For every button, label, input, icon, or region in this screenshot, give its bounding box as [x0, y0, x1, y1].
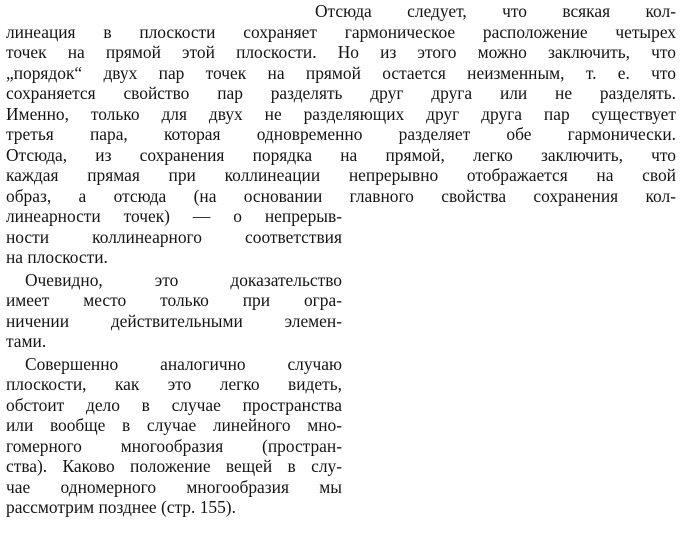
text-line: Именно, только для двух не разделяющих друг друга пар существует: [6, 103, 676, 124]
text-line: ности коллинеарного соответствия: [6, 226, 342, 247]
text-line: обстоит дело в случае пространства: [6, 394, 342, 415]
text-line: Совершенно аналогично случаю: [25, 353, 342, 374]
text-line: ства). Каково положение вещей в слу-: [6, 456, 342, 476]
text-line: третья пара, которая одновременно разделяет обе гармонически.: [6, 124, 676, 144]
text-line: Отсюда, из сохранения порядка на прямой, легко заключить, что: [6, 144, 676, 165]
text-line: на плоскости.: [6, 247, 108, 267]
text-line: сохраняется свойство пар разделять друг друга или не разделять.: [6, 83, 676, 103]
text-line: линеарности точек) — о непрерыв-: [6, 206, 342, 226]
text-line: точек на прямой этой плоскости. Но из этого можно заключить, что: [6, 42, 676, 62]
text-line: рассмотрим позднее (стр. 155).: [6, 497, 236, 517]
text-line: ничении действительными элемен-: [6, 310, 342, 331]
text-line: тами.: [6, 331, 47, 351]
text-line: „порядок“ двух пар точек на прямой остается неизменным, т. е. что: [6, 62, 676, 83]
text-line: Отсюда следует, что всякая кол-: [315, 1, 676, 21]
text-line: каждая прямая при коллинеации непрерывно отображается на свой: [6, 165, 676, 185]
text-line: образ, а отсюда (на основании главного свойства сохранения кол-: [6, 185, 676, 206]
text-line: Очевидно, это доказательство: [25, 269, 342, 290]
text-line: имеет место только при огра-: [6, 290, 342, 310]
text-line: гомерного многообразия (простран-: [6, 435, 342, 456]
text-line: плоскости, как это легко видеть,: [6, 374, 342, 394]
text-line: чае одномерного многообразия мы: [6, 476, 342, 497]
text-line: линеация в плоскости сохраняет гармоническое расположение четырех: [6, 21, 676, 42]
text-line: или вообще в случае линейного мно-: [6, 415, 342, 435]
